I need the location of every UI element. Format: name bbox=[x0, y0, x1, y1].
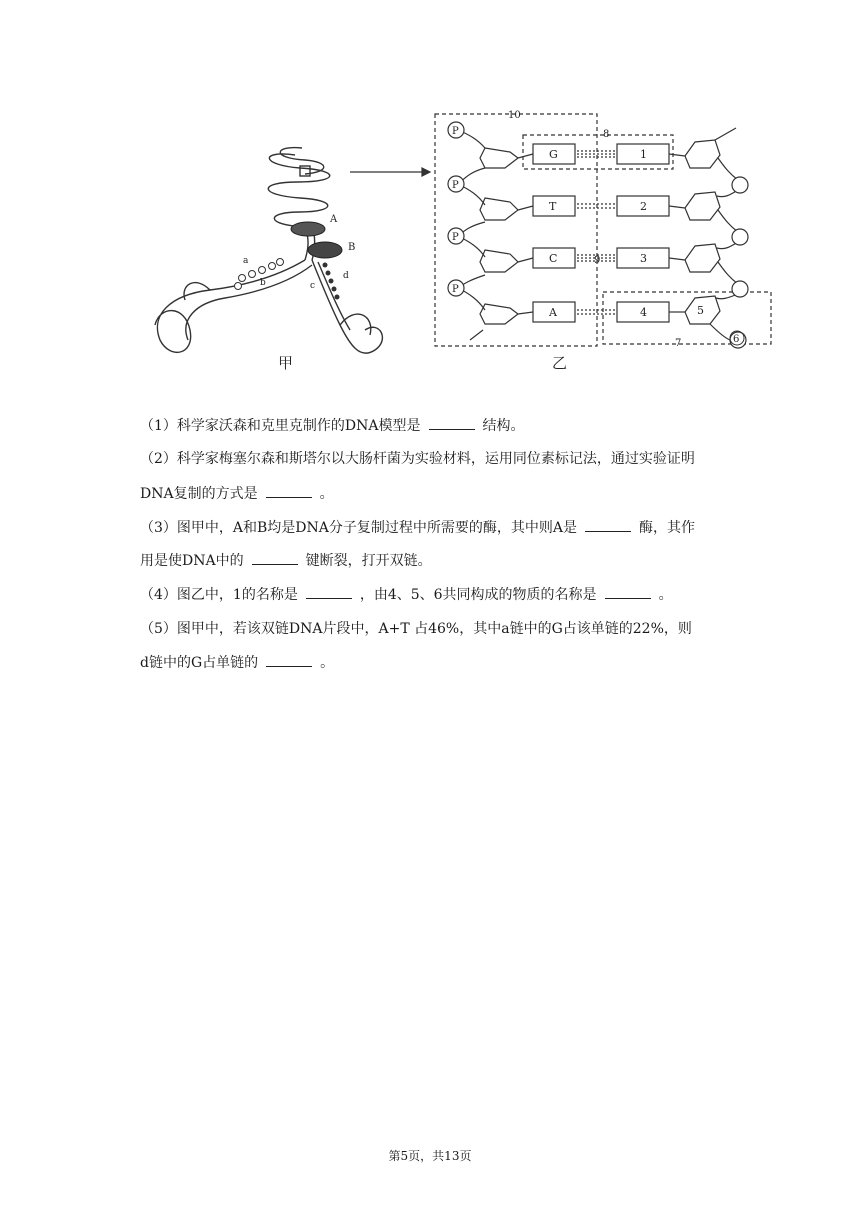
left-phosphates bbox=[448, 122, 464, 296]
answer-blank-1[interactable] bbox=[429, 415, 475, 430]
phosphate-label-1: P bbox=[452, 126, 459, 137]
q5-text-2: d链中的G占单链的 bbox=[140, 655, 259, 671]
label-B: B bbox=[348, 242, 356, 253]
label-d: d bbox=[343, 271, 349, 281]
answer-blank-3a[interactable] bbox=[585, 517, 631, 532]
enzyme-b-shape bbox=[308, 242, 342, 258]
q3-text: （3）图甲中，A和B均是DNA分子复制过程中所需要的酶，其中则A是 bbox=[140, 520, 577, 536]
enzyme-a-shape bbox=[291, 222, 325, 236]
question-3-line-2 bbox=[140, 550, 432, 571]
q4-text: （4）图乙中，1的名称是 bbox=[140, 587, 298, 603]
q1-text: （1）科学家沃森和克里克制作的DNA模型是 bbox=[140, 418, 421, 434]
num-7: 7 bbox=[675, 338, 682, 349]
label-A: A bbox=[330, 214, 338, 225]
answer-blank-2[interactable] bbox=[266, 483, 312, 498]
q2-text-end: 。 bbox=[319, 486, 334, 502]
question-1 bbox=[140, 415, 525, 436]
q3-text-end: 键断裂，打开双链。 bbox=[305, 553, 432, 569]
num-3: 3 bbox=[640, 252, 647, 265]
num-1: 1 bbox=[640, 148, 647, 161]
num-8: 8 bbox=[603, 129, 610, 140]
q2-text-2: DNA复制的方式是 bbox=[140, 486, 258, 502]
label-c: c bbox=[310, 281, 316, 291]
question-2-line-2 bbox=[140, 483, 334, 504]
answer-blank-4b[interactable] bbox=[605, 584, 651, 599]
q2-text: （2）科学家梅塞尔森和斯塔尔以大肠杆菌为实验材料，运用同位素标记法，通过实验证明 bbox=[140, 451, 695, 467]
question-2-line-1 bbox=[140, 449, 695, 469]
answer-blank-4a[interactable] bbox=[306, 584, 352, 599]
q3-text-mid: 酶，其作 bbox=[639, 520, 695, 536]
base-T: T bbox=[549, 200, 557, 213]
figure-yi bbox=[435, 114, 771, 348]
q3-text-2: 用是使DNA中的 bbox=[140, 553, 244, 569]
page-footer: 第5页，共13页 bbox=[388, 1149, 472, 1163]
question-3-line-1 bbox=[140, 517, 695, 538]
question-4 bbox=[140, 584, 673, 605]
q4-text-end: 。 bbox=[658, 587, 673, 603]
label-b: b bbox=[260, 278, 266, 288]
num-9: 9 bbox=[594, 255, 601, 266]
num-2: 2 bbox=[640, 200, 647, 213]
q5-text: （5）图甲中，若该双链DNA片段中，A+T 占46%，其中a链中的G占该单链的22%，则 bbox=[140, 621, 692, 637]
figure-label-yi: 乙 bbox=[552, 354, 568, 372]
dna-figure bbox=[140, 100, 780, 380]
base-G: G bbox=[549, 148, 558, 161]
label-a: a bbox=[243, 256, 249, 266]
q4-text-mid: ，由4、5、6共同构成的物质的名称是 bbox=[359, 587, 597, 603]
base-A: A bbox=[549, 306, 557, 319]
num-10: 10 bbox=[508, 110, 521, 121]
question-5-line-1 bbox=[140, 619, 692, 639]
answer-blank-5[interactable] bbox=[266, 652, 312, 667]
base-C: C bbox=[549, 252, 558, 265]
question-5-line-2 bbox=[140, 652, 334, 673]
q1-text-end: 结构。 bbox=[482, 418, 525, 434]
q5-text-end: 。 bbox=[320, 655, 335, 671]
phosphate-label-3: P bbox=[452, 232, 459, 243]
num-6: 6 bbox=[733, 334, 740, 345]
arrow bbox=[350, 168, 430, 176]
num-4: 4 bbox=[640, 306, 647, 319]
answer-blank-3b[interactable] bbox=[252, 550, 298, 565]
num-5: 5 bbox=[697, 304, 704, 317]
leading-dots bbox=[323, 263, 340, 300]
phosphate-label-2: P bbox=[452, 180, 459, 191]
phosphate-label-4: P bbox=[452, 284, 459, 295]
figure-label-jia: 甲 bbox=[278, 354, 294, 372]
